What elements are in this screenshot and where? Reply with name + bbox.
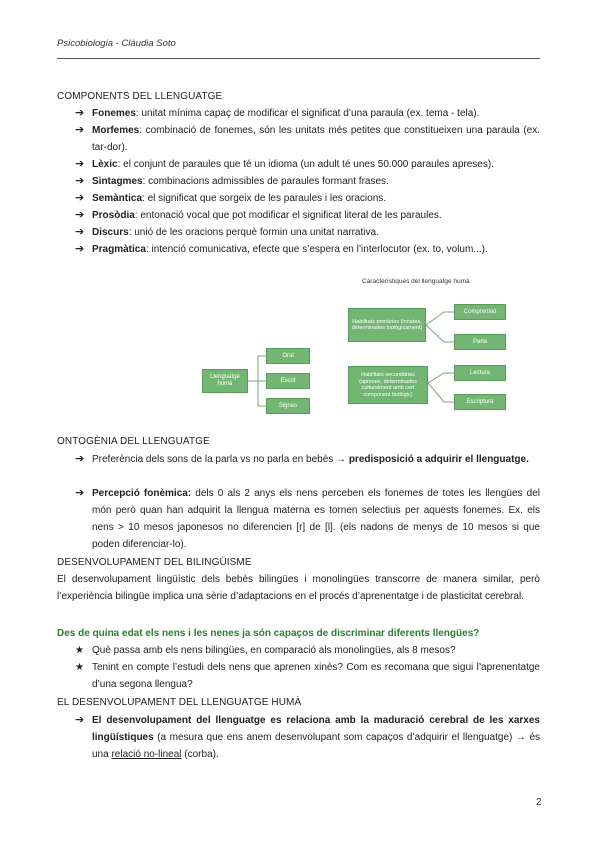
question-text: Tenint en compte l’estudi dels nens que aprenen xinès? Com es recomana que sigui l’aprenentatge d’una segona llengua? (92, 662, 540, 690)
list-item (75, 712, 540, 763)
item-bold-text: El desenvolupament del llenguatge es relaciona amb la maduració cerebral de les xarxes lingüístiques (92, 715, 540, 743)
diagram-node-signes: Signes (266, 398, 310, 414)
definition: : el conjunt de paraules que té un idioma (un adult té unes 50.000 paraules apreses). (117, 159, 494, 170)
list-item (75, 173, 540, 190)
star-bullet-icon: ★ (75, 645, 84, 656)
header-divider (57, 58, 540, 59)
term: Percepció fonèmica: (92, 488, 192, 499)
arrow-bullet-icon: ➔ (75, 243, 85, 255)
arrow-bullet-icon: ➔ (75, 487, 85, 499)
diagram-node-oral: Oral (266, 348, 310, 364)
question-text: Què passa amb els nens bilingües, en comparació als monolingües, als 8 mesos? (92, 645, 456, 656)
definition: : combinacions admissibles de paraules formant frases. (142, 176, 389, 187)
arrow-bullet-icon: ➔ (75, 107, 85, 119)
page-header-title: Psicobiologia - Clàudia Soto (57, 38, 176, 49)
definition: : unió de les oracions perquè formin una unitat narrativa. (128, 227, 379, 238)
term: Fonemes (92, 108, 136, 119)
underlined-text: relació no-lineal (111, 749, 182, 760)
list-item (75, 642, 540, 659)
list-item (75, 485, 540, 553)
arrow-bullet-icon: ➔ (75, 714, 85, 726)
term: Prosòdia (92, 210, 135, 221)
list-item (75, 156, 540, 173)
list-item (75, 241, 540, 258)
definition: : combinació de fonemes, són les unitats més petites que constitueixen una paraula (ex. tar-dor). (92, 125, 540, 153)
list-item (75, 190, 540, 207)
diagram-node-lectura: Lectura (454, 365, 506, 381)
bilinguisme-heading: DESENVOLUPAMENT DEL BILINGÜISME (57, 557, 252, 568)
item-text: (corba). (181, 749, 219, 760)
diagram-node-comprensio: Comprensió (454, 304, 506, 320)
term: Sintagmes (92, 176, 143, 187)
item-text: (a mesura que ens anem desenvolupant som capaços d’adquirir el llenguatge) → és una (92, 732, 540, 760)
diagram-node-root: Llenguatge humà (202, 369, 248, 393)
term: Pragmàtica (92, 244, 146, 255)
item-bold-text: predisposició a adquirir el llenguatge. (348, 454, 529, 465)
list-item (75, 451, 540, 468)
list-item (75, 122, 540, 156)
definition: : intenció comunicativa, efecte que s’espera en l’interlocutor (ex. to, volum...). (145, 244, 488, 255)
list-item (75, 207, 540, 224)
arrow-bullet-icon: ➔ (75, 192, 85, 204)
list-item (75, 224, 540, 241)
arrow-bullet-icon: ➔ (75, 158, 85, 170)
ontogenia-heading: ONTOGÈNIA DEL LLENGUATGE (57, 436, 210, 447)
language-characteristics-diagram (196, 270, 542, 420)
list-item (75, 105, 540, 122)
bilinguisme-question: Des de quina edat els nens i les nenes ja són capaços de discriminar diferents llengües? (57, 628, 480, 639)
arrow-bullet-icon: ➔ (75, 453, 85, 465)
diagram-node-parla: Parla (454, 334, 506, 350)
components-heading: COMPONENTS DEL LLENGUATGE (57, 91, 223, 102)
list-item (75, 659, 540, 693)
item-text: Preferència dels sons de la parla vs no parla en bebès → (92, 454, 349, 465)
arrow-bullet-icon: ➔ (75, 209, 85, 221)
definition: : unitat mínima capaç de modificar el significat d’una paraula (ex. tema - tela). (135, 108, 480, 119)
diagram-node-escrit: Escrit (266, 373, 310, 389)
term: Discurs (92, 227, 129, 238)
definition: : entonació vocal que pot modificar el significat literal de les paraules. (134, 210, 442, 221)
definition: : el significat que sorgeix de les paraules i les oracions. (142, 193, 387, 204)
term: Semàntica (92, 193, 143, 204)
definition: dels 0 als 2 anys els nens perceben els fonemes de totes les llengües del món però quan han adquirit la llengua materna es tornen selectius per aquests fonemes. Ex. els nens > 10 mesos japonesos no diferencien [r] de [l]. (els nadons de menys de 10 mesos si que poden diferenciar-lo). (92, 488, 540, 550)
diagram-node-secondary: Habilitats secundàries (apreses, determinades culturalment amb cert component biològic) (348, 366, 428, 404)
arrow-bullet-icon: ➔ (75, 175, 85, 187)
diagram-title: Característiques del llenguatge humà (362, 278, 470, 285)
bilinguisme-paragraph: El desenvolupament lingüístic dels bebès bilingües i monolingües transcorre de manera similar, però l’experiència bilingüe implica una sèrie d’adaptacions en el procés d’aprenentatge i de plasticitat cerebral. (57, 574, 540, 602)
term: Lèxic (92, 159, 118, 170)
term: Morfemes (92, 125, 140, 136)
huma-heading: EL DESENVOLUPAMENT DEL LLENGUATGE HUMÀ (57, 697, 302, 708)
diagram-node-escriptura: Escriptura (454, 394, 506, 410)
arrow-bullet-icon: ➔ (75, 124, 85, 136)
diagram-node-primary: Habilitats primàries (innates, determinades biològicament) (348, 308, 426, 342)
star-bullet-icon: ★ (75, 662, 84, 673)
page-number: 2 (536, 797, 542, 808)
arrow-bullet-icon: ➔ (75, 226, 85, 238)
